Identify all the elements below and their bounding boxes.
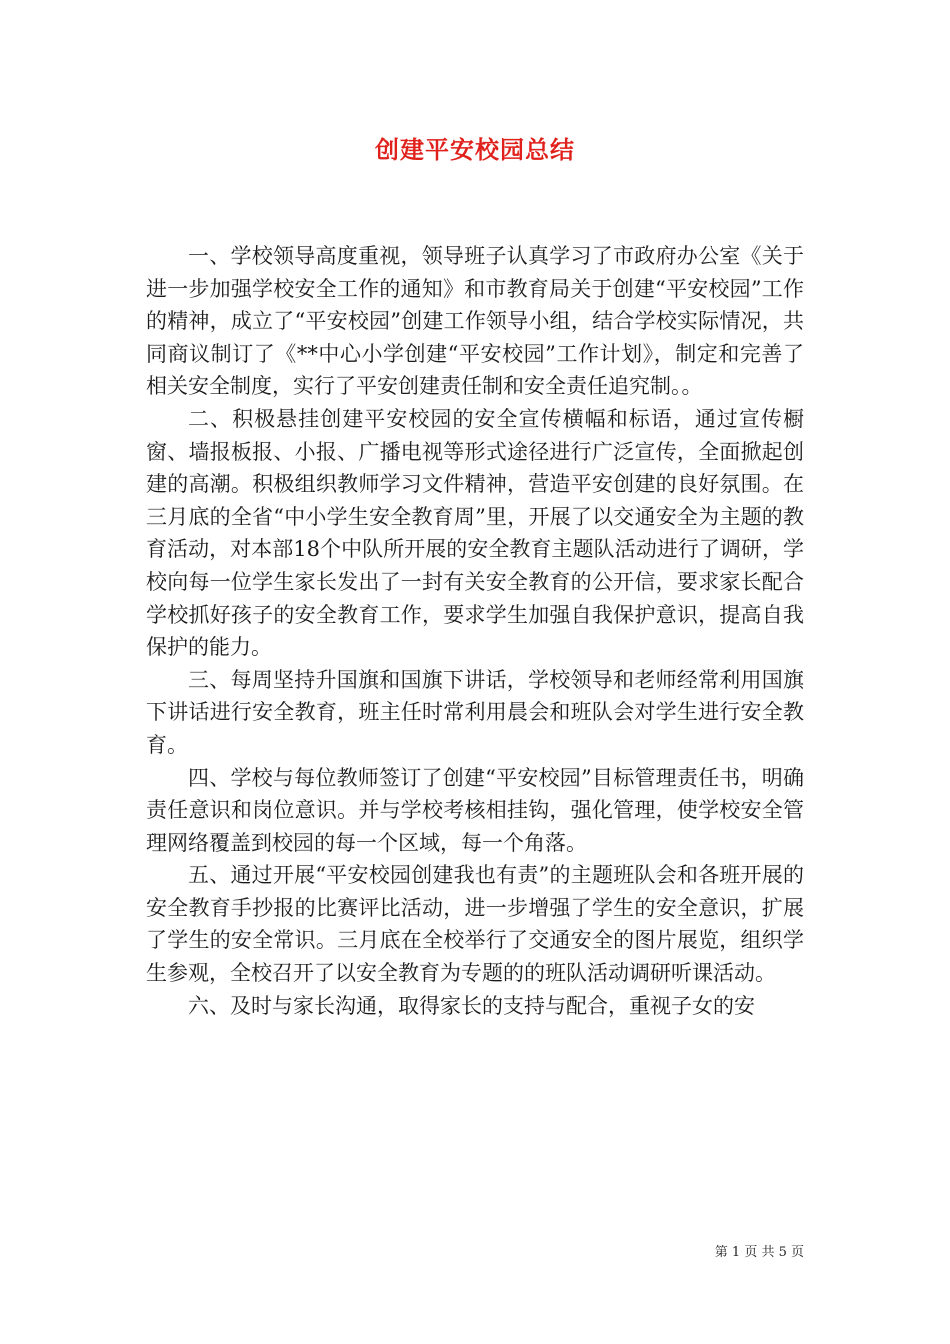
page-number: 第 1 页 共 5 页 — [714, 1245, 804, 1260]
document-body — [146, 240, 804, 1022]
paragraph-2: 二、积极悬挂创建平安校园的安全宣传横幅和标语，通过宣传橱窗、墙报板报、小报、广播电视等形式途径进行广泛宣传，全面掀起创建的高潮。积极组织教师学习文件精神，营造平安创建的良好氛围。在三月底的全省“中小学生安全教育周”里，开展了以交通安全为主题的教育活动，对本部18个中队所开展的安全教育主题队活动进行了调研，学校向每一位学生家长发出了一封有关安全教育的公开信，要求家长配合学校抓好孩子的安全教育工作，要求学生加强自我保护意识，提高自我保护的能力。 — [146, 406, 804, 660]
paragraph-5: 五、通过开展“平安校园创建我也有责”的主题班队会和各班开展的安全教育手抄报的比赛评比活动，进一步增强了学生的安全意识，扩展了学生的安全常识。三月底在全校举行了交通安全的图片展览，组织学生参观，全校召开了以安全教育为专题的的班队活动调研听课活动。 — [146, 863, 804, 986]
paragraph-3: 三、每周坚持升国旗和国旗下讲话，学校领导和老师经常利用国旗下讲话进行安全教育，班主任时常利用晨会和班队会对学生进行安全教育。 — [146, 667, 804, 757]
document-title: 创建平安校园总结 — [375, 135, 575, 164]
paragraph-1: 一、学校领导高度重视，领导班子认真学习了市政府办公室《关于进一步加强学校安全工作的通知》和市教育局关于创建“平安校园”工作的精神，成立了“平安校园”创建工作领导小组，结合学校实际情况，共同商议制订了《**中心小学创建“平安校园”工作计划》，制定和完善了相关安全制度，实行了平安创建责任制和安全责任追究制。。 — [146, 244, 804, 399]
paragraph-4: 四、学校与每位教师签订了创建“平安校园”目标管理责任书，明确责任意识和岗位意识。并与学校考核相挂钩，强化管理，使学校安全管理网络覆盖到校园的每一个区域，每一个角落。 — [146, 765, 804, 855]
paragraph-6: 六、及时与家长沟通，取得家长的支持与配合，重视子女的安 — [188, 993, 755, 1018]
